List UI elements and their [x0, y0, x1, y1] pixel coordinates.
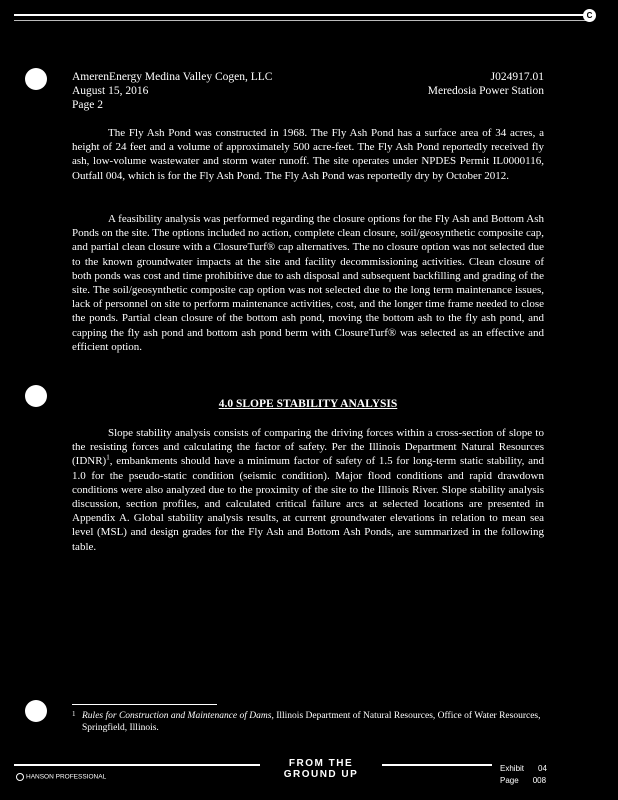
footnote-rest: , Illinois Department of Natural Resources, Office of Water Resources, Springfield, Illinois.: [82, 711, 541, 733]
company-name: AmerenEnergy Medina Valley Cogen, LLC: [72, 71, 273, 83]
letter-date: August 15, 2016: [72, 85, 149, 97]
exhibit-block: [500, 763, 547, 787]
section-heading: 4.0 SLOPE STABILITY ANALYSIS: [218, 398, 398, 410]
footnote-ref: 1: [106, 453, 110, 462]
page-value: 008: [532, 776, 547, 785]
page-number: Page 2: [72, 99, 103, 111]
paragraph-slope-stability: [72, 426, 544, 554]
paragraph-text-part: , embankments should have a minimum factor of safety of 1.5 for long-term static stability, and 1.0 for the pseudo-static condition (seismic condition). Major flood conditions and rapid drawdown conditions were also analyzed due to the proximity of the site to the Illinois River. Slope stability analysis discussion, section profiles, and calculated critical failure arcs at selected locations are presented in Appendix A. Global stability analysis results, at current groundwater elevations in relation to mean sea level (MSL) and design grades for the Fly Ash and Bottom Ash Ponds, are summarized in the following table.: [72, 455, 544, 553]
paragraph-text: [72, 426, 544, 554]
footnote-number: 1: [72, 710, 76, 718]
page-label: Page: [500, 776, 519, 785]
station-name: Meredosia Power Station: [427, 85, 544, 97]
footer-rule-left: [14, 764, 260, 766]
binder-hole-middle: [25, 385, 47, 407]
top-rule-thin: [14, 20, 588, 21]
paragraph-text-part: Slope stability analysis consists of comparing the driving forces within a cross-section of slope to the resisting forces and calculating the factor of safety. Per the Illinois Department Natural Resources (IDNR): [72, 427, 544, 468]
letter-header: [72, 70, 544, 112]
paragraph-fly-ash-pond: [72, 126, 544, 183]
paragraph-text: A feasibility analysis was performed regarding the closure options for the Fly Ash and Bottom Ash Ponds on the site. The options included no action, complete clean closure, soil/geosynthetic composite cap, and partial clean closure with a ClosureTurf® cap alternatives. The no closure option was not selected due to the known groundwater impacts at the site and facility decommissioning activities. Clean closure of both ponds was cost and time prohibitive due to ash disposal and subsequent backfilling and grading of the site. The soil/geosynthetic composite cap option was not selected due to the long term maintenance issues, lack of personnel on site to perform maintenance activities, cost, and the longer time frame needed to close the ponds. Partial clean closure of the bottom ash pond, moving the bottom ash to the fly ash pond, and capping the fly ash pond and bottom ash pond berm with ClosureTurf® was selected as an effective and efficient option.: [72, 213, 544, 353]
footnote-title: Rules for Construction and Maintenance of Dams: [82, 711, 272, 721]
logo-text: HANSON PROFESSIONAL: [26, 773, 107, 781]
binder-hole-top: [25, 68, 47, 90]
footnote-rule: [72, 704, 217, 705]
footnote: [72, 710, 544, 734]
binder-hole-bottom: [25, 700, 47, 722]
exhibit-value: 04: [538, 764, 547, 773]
project-number: J024917.01: [490, 71, 544, 83]
company-logo: [16, 773, 106, 781]
exhibit-label: Exhibit: [500, 764, 525, 773]
corner-badge-icon: C: [583, 9, 596, 22]
footer-rule-right: [382, 764, 492, 766]
paragraph-feasibility: [72, 212, 544, 354]
paragraph-text: The Fly Ash Pond was constructed in 1968. The Fly Ash Pond has a surface area of 34 acres, a height of 24 feet and a volume of approximately 500 acre-feet. The Fly Ash Pond reportedly received fly ash, low-volume wastewater and storm water runoff. The site operates under NPDES Permit IL0000116, Outfall 004, which is for the Fly Ash Pond. The Fly Ash Pond was reportedly dry by October 2012.: [72, 127, 544, 182]
top-rule: [14, 14, 588, 16]
footer-slogan: FROM THE GROUND UP: [283, 758, 359, 780]
footnote-text: [72, 710, 544, 734]
logo-icon: [16, 773, 24, 781]
